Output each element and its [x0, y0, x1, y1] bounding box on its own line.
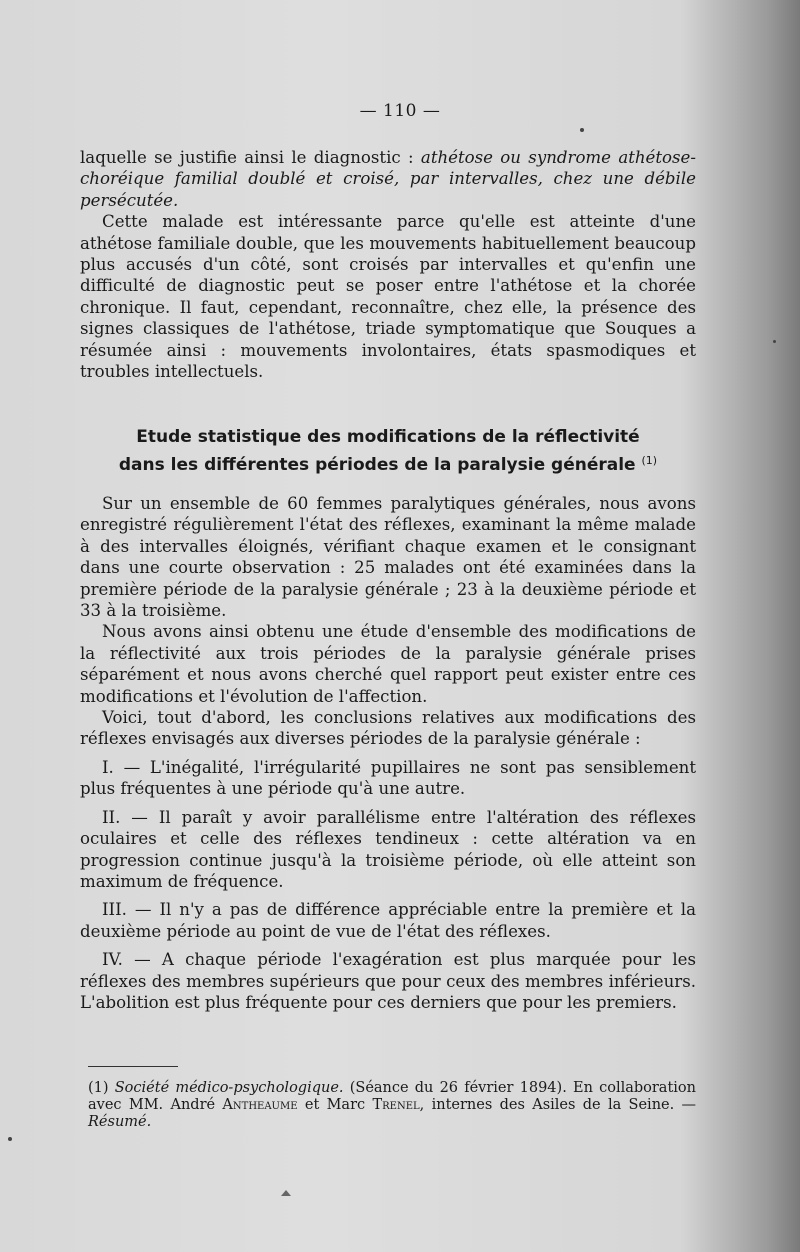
body-paragraph: Nous avons ainsi obtenu une étude d'ensemble des modifications de la réflectivité aux trois périodes de la paralysie générale prises séparément et nous avons cherché quel rapport peut exister entre ces modifications et l'évolution de l'affection.	[80, 622, 696, 706]
footnote-rule	[88, 1066, 178, 1067]
printer-ornament	[281, 1190, 291, 1196]
diagnosis-lead: laquelle se justifie ainsi le diagnostic :	[80, 148, 421, 167]
intro-text	[80, 147, 696, 382]
footnote-session: (Séance du 26 février 1894). En collaboration avec MM. André	[88, 1080, 696, 1113]
footnote-mid: et Marc	[304, 1097, 366, 1113]
scan-speck	[580, 128, 584, 132]
conclusion-item: II. — Il paraît y avoir parallélisme entre l'altération des réflexes oculaires et celle des réflexes tendineux : cette altération va en progression continue jusqu'à la troisième période, où elle atteint son maximum de fréquence.	[80, 807, 696, 891]
footnote-marker: (1)	[88, 1080, 109, 1096]
body-paragraph: Voici, tout d'abord, les conclusions relatives aux modifications des réflexes envisagés aux diverses périodes de la paralysie générale :	[80, 708, 696, 749]
section-body	[80, 493, 696, 1013]
body-paragraph: Sur un ensemble de 60 femmes paralytiques générales, nous avons enregistré régulièrement l'état des réflexes, examinant la même malade à des intervalles éloignés, vérifiant chaque examen et le consignant dans une courte observation : 25 malades ont été examinées dans la première période de la paralysie générale ; 23 à la deuxième période et 33 à la troisième.	[80, 494, 696, 621]
conclusion-item: I. — L'inégalité, l'irrégularité pupillaires ne sont pas sensiblement plus fréquentes à une période qu'à une autre.	[80, 757, 696, 799]
heading-line-2-text: dans les différentes périodes de la paralysie générale	[118, 455, 636, 475]
diagnosis-italic: athétose ou syndrome athétose-choréique familial doublé et croisé, par intervalles, chez une débile persécutée.	[80, 148, 696, 210]
page-number: — 110 —	[359, 101, 441, 121]
heading-line-2	[80, 449, 696, 477]
conclusion-item: IV. — A chaque période l'exagération est plus marquée pour les réflexes des membres supérieurs que pour ceux des membres inférieurs. L'abolition est plus fréquente pour ces derniers que pour les premiers.	[80, 950, 696, 1012]
footnote-author-2: Trenel,	[372, 1097, 425, 1113]
conclusion-item: III. — Il n'y a pas de différence appréciable entre la première et la deuxième période au point de vue de l'état des réflexes.	[80, 900, 696, 941]
paragraph-case: Cette malade est intéressante parce qu'elle est atteinte d'une athétose familiale double, que les mouvements habituellement beaucoup plus accusés d'un côté, sont croisés par intervalles et qu'enfin une difficulté de diagnostic peut se poser entre l'athétose et la chorée chronique. Il faut, cependant, reconnaître, chez elle, la présence des signes classiques de l'athétose, triade symptomatique que Souques a résumée ainsi : mouvements involontaires, états spasmodiques et troubles intellectuels.	[80, 212, 696, 382]
section-heading	[80, 425, 696, 477]
footnote-source: Société médico-psychologique.	[114, 1080, 344, 1096]
footnote-author-1: Antheaume	[222, 1097, 298, 1113]
scan-speck	[8, 1137, 12, 1141]
footnote	[88, 1080, 696, 1131]
heading-note-ref: (1)	[641, 454, 658, 467]
paragraph-diagnosis	[80, 147, 696, 211]
footnote-resume: Résumé.	[88, 1114, 152, 1130]
heading-line-1: Etude statistique des modifications de la réflectivité	[136, 427, 640, 447]
footnote-tail: internes des Asiles de la Seine. —	[431, 1097, 697, 1113]
scan-speck	[773, 340, 776, 343]
